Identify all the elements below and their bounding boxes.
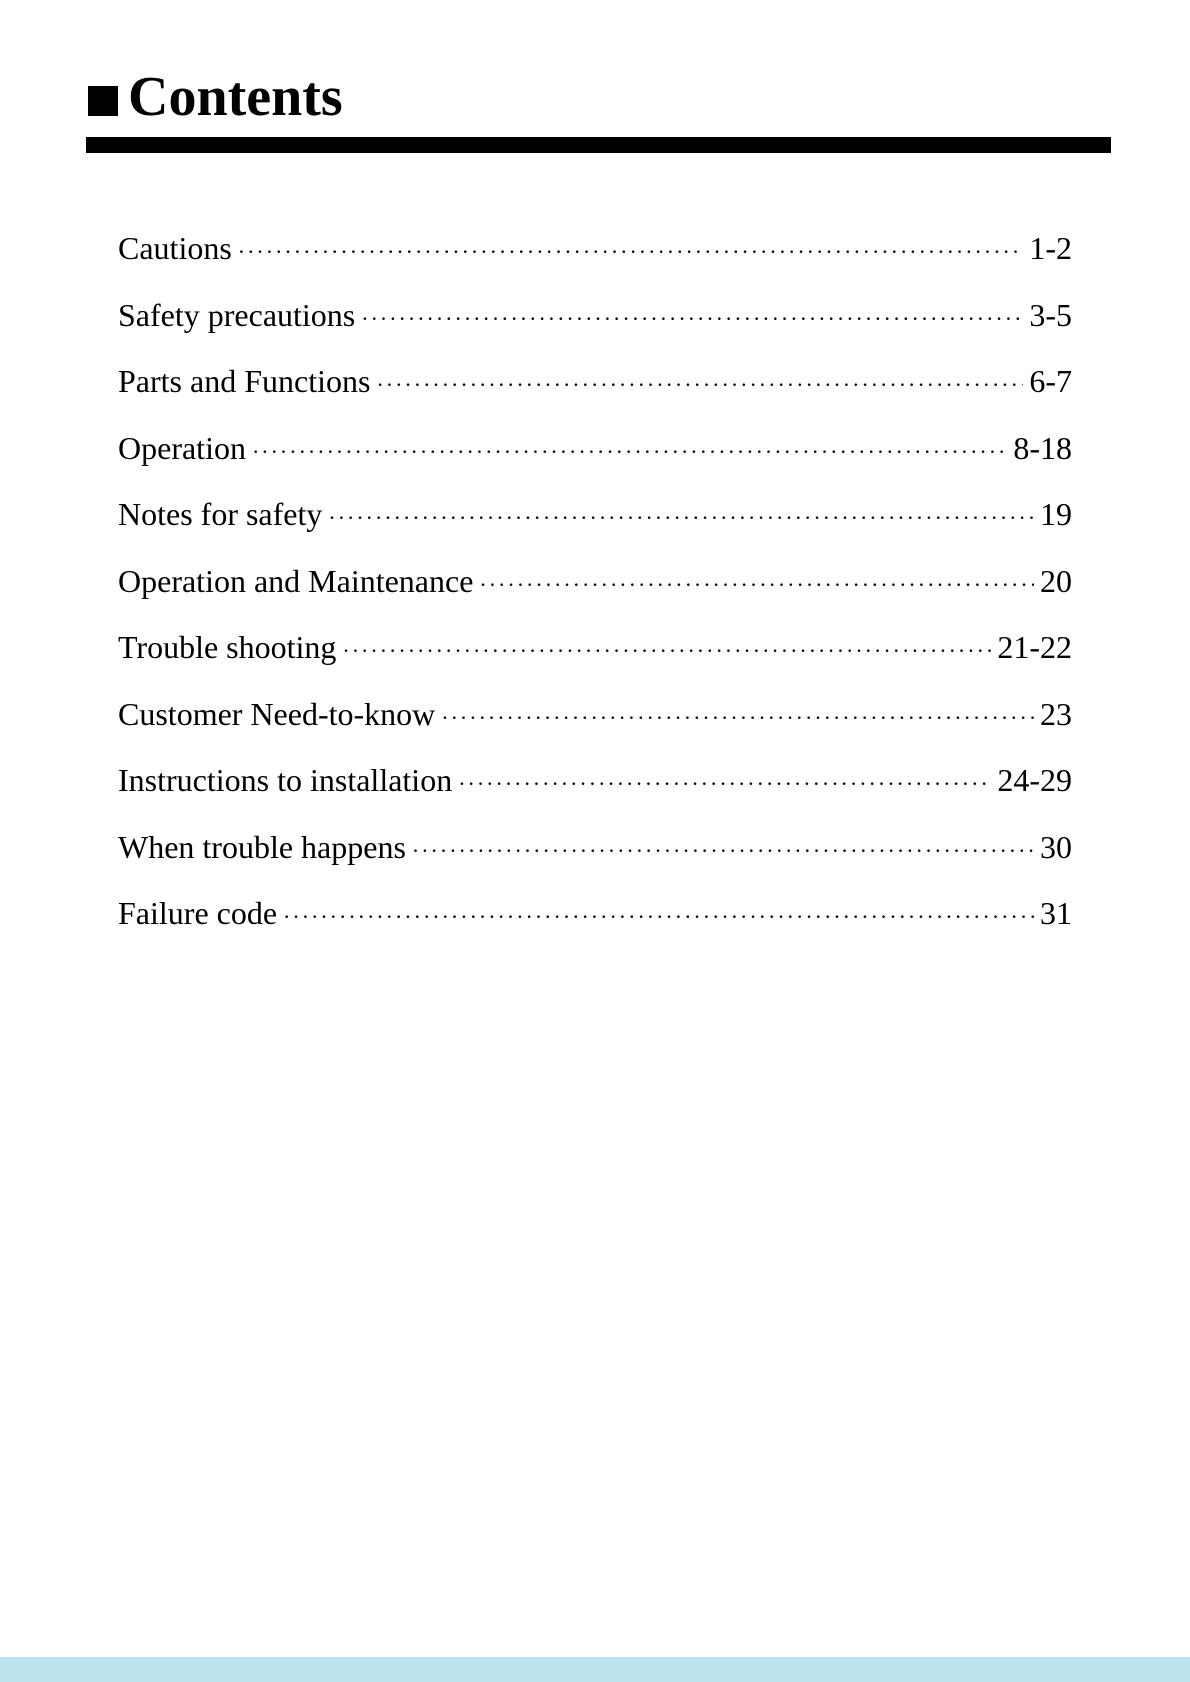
dot-leader — [361, 299, 1023, 339]
toc-entry[interactable] — [118, 295, 1072, 362]
dot-leader — [412, 831, 1034, 871]
page-header — [88, 62, 343, 132]
toc-entry[interactable] — [118, 893, 1072, 960]
toc-entry-label: Customer Need-to-know — [118, 695, 436, 732]
black-square-icon — [88, 86, 118, 116]
dot-leader — [441, 698, 1034, 738]
toc-entry-label: Operation — [118, 429, 246, 466]
toc-entry[interactable] — [118, 561, 1072, 628]
toc-entry-page: 24-29 — [997, 762, 1072, 798]
dot-leader — [376, 365, 1023, 405]
title-divider — [86, 137, 1111, 153]
dot-leader — [283, 897, 1034, 937]
toc-entry-label: Safety precautions — [118, 296, 356, 333]
toc-entry[interactable] — [118, 494, 1072, 561]
toc-entry[interactable] — [118, 827, 1072, 894]
footer-band — [0, 1657, 1190, 1682]
toc-entry-label: Parts and Functions — [118, 363, 371, 399]
dot-leader — [238, 232, 1024, 272]
toc-entry-label: Cautions — [118, 230, 232, 266]
toc-entry-label: Operation and Maintenance — [118, 562, 474, 599]
toc-entry[interactable] — [118, 428, 1072, 495]
toc-entry-label: Instructions to installation — [118, 762, 453, 798]
toc-entry-label: Trouble shooting — [118, 629, 337, 665]
dot-leader — [479, 565, 1034, 605]
toc-entry-page: 21-22 — [997, 629, 1072, 665]
toc-entry[interactable] — [118, 361, 1072, 428]
toc-entry-page: 8-18 — [1013, 429, 1072, 466]
dot-leader — [328, 498, 1034, 538]
toc-entry[interactable] — [118, 627, 1072, 694]
dot-leader — [342, 631, 991, 671]
page-title: Contents — [128, 66, 343, 128]
toc-entry-page: 1-2 — [1029, 230, 1072, 266]
toc-entry-page: 19 — [1040, 496, 1072, 532]
toc-entry-label: Notes for safety — [118, 496, 323, 532]
toc-entry-page: 31 — [1040, 895, 1072, 931]
toc-entry[interactable] — [118, 760, 1072, 827]
toc-entry-page: 20 — [1040, 562, 1072, 599]
toc-entry-label: When trouble happens — [118, 828, 406, 865]
toc-entry-page: 23 — [1040, 695, 1072, 732]
toc-entry-page: 30 — [1040, 828, 1072, 865]
dot-leader — [252, 432, 1007, 472]
toc-entry-page: 6-7 — [1029, 363, 1072, 399]
table-of-contents — [118, 228, 1072, 960]
toc-entry-page: 3-5 — [1029, 296, 1072, 333]
toc-entry[interactable] — [118, 694, 1072, 761]
toc-entry-label: Failure code — [118, 895, 278, 931]
toc-entry[interactable] — [118, 228, 1072, 295]
dot-leader — [458, 764, 991, 804]
